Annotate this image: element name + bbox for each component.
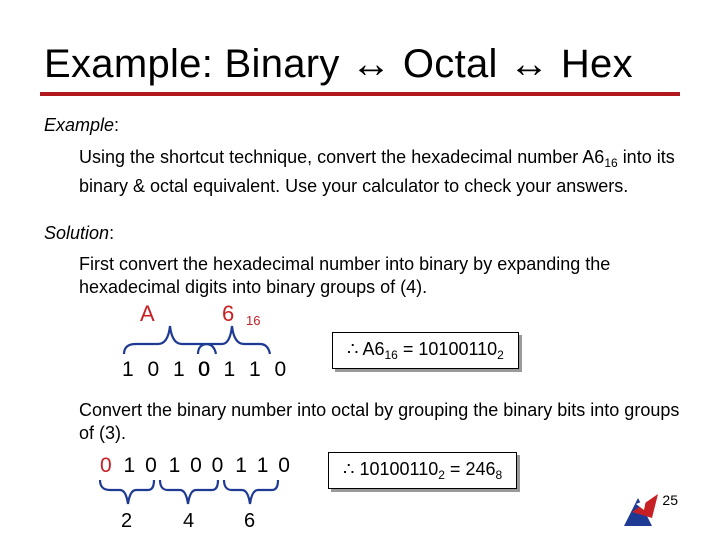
octal-paragraph: Convert the binary number into octal by grouping the binary bits into groups of (3). [79, 400, 680, 443]
example-paragraph [79, 146, 684, 198]
example-heading-label: Example [44, 115, 115, 135]
result2-equals: = [449, 459, 461, 479]
hex-digit-a: A [140, 301, 155, 326]
solution-heading-label: Solution [44, 223, 110, 243]
brace-octal-1 [100, 480, 154, 504]
brace-6 [198, 326, 270, 354]
example-heading [44, 114, 119, 137]
solution-heading [44, 222, 114, 245]
result-box-hex-binary [332, 332, 519, 369]
octal-digit-4: 4 [183, 510, 195, 532]
octal-bit: 1 [168, 454, 181, 477]
result2-octal-base: 8 [495, 468, 503, 482]
octal-bit: 1 [235, 454, 247, 477]
binary-group-2-text: 0 1 1 0 [198, 358, 291, 381]
brace-octal-3 [224, 480, 278, 504]
octal-digit-2: 2 [121, 510, 133, 532]
logo-icon [622, 490, 662, 528]
octal-group-braces [92, 474, 292, 514]
octal-bit: 0 [145, 454, 157, 477]
solution-heading-colon: : [109, 223, 115, 243]
brace-octal-2 [160, 480, 218, 504]
octal-bit: 1 [123, 454, 136, 477]
result1-hex: A6 [362, 339, 385, 359]
binary-group-1-text: 1 0 1 0 [122, 358, 215, 381]
result-box-binary-octal [328, 452, 517, 489]
octal-digit-6: 6 [244, 510, 256, 532]
result2-binary: 10100110 [359, 459, 439, 479]
example-heading-colon: : [114, 115, 120, 135]
solution-paragraph: First convert the hexadecimal number into binary by expanding the hexadecimal digits into binary groups of (4). [79, 254, 611, 297]
title-underline [40, 92, 680, 96]
therefore-symbol: ∴ [347, 339, 359, 359]
result1-equals: = [402, 339, 414, 359]
slide-number: 25 [662, 492, 678, 508]
octal-bit-pad: 0 [100, 454, 112, 477]
example-text-1: Using the shortcut technique, convert the hexadecimal number A6 [79, 147, 605, 167]
therefore-symbol: ∴ [343, 459, 355, 479]
example-base-sub: 16 [604, 156, 618, 170]
brace-a [124, 326, 216, 354]
example-text-2: into its binary & octal equivalent. Use your calculator to check your answers. [79, 147, 675, 196]
octal-bit: 0 [278, 454, 290, 477]
octal-bit: 0 [190, 454, 202, 477]
octal-bit: 0 [211, 454, 224, 477]
result2-binary-base: 2 [438, 468, 445, 482]
result2-octal: 246 [465, 459, 496, 479]
octal-bit: 1 [256, 454, 269, 477]
binary-group-2 [198, 358, 290, 382]
hex-base-label: 16 [246, 313, 261, 328]
result1-binary-base: 2 [497, 348, 504, 362]
slide-title: Example: Binary ↔ Octal ↔ Hex [44, 42, 633, 86]
hex-group-braces [110, 320, 290, 360]
result1-binary: 10100110 [418, 339, 498, 359]
hex-digit-6: 6 [222, 301, 235, 326]
result1-hex-base: 16 [384, 348, 398, 362]
